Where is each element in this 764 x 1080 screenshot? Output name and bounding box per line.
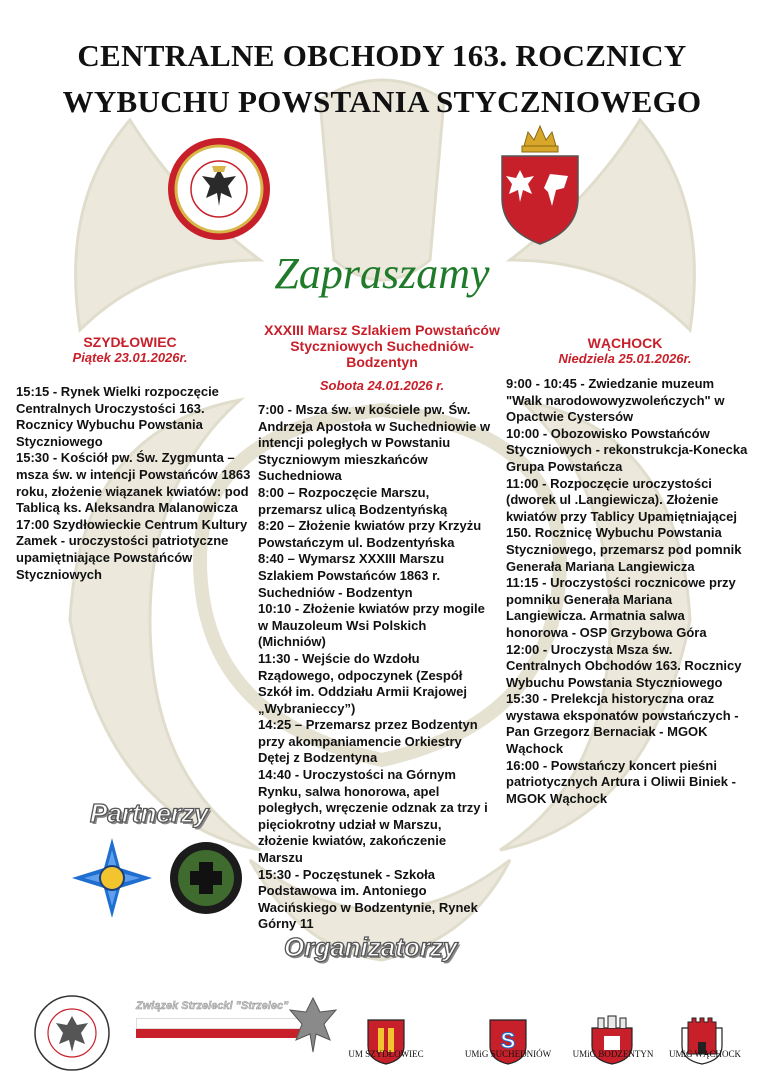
town-caption-bodzentyn: UMiG BODZENTYN (572, 1049, 654, 1059)
strzelec-eagle-icon (288, 994, 338, 1054)
right-column-place: WĄCHOCK (587, 335, 663, 351)
town-caption-suchedniow: UMiG SUCHEDNIÓW (464, 1049, 552, 1059)
office-eagle-seal-icon (20, 994, 124, 1072)
eagle-badge-icon (166, 136, 272, 242)
invitation-heading: Zapraszamy (274, 249, 490, 298)
page-title-line2: WYBUCHU POWSTANIA STYCZNIOWEGO (62, 84, 702, 119)
svg-text:S: S (500, 1028, 516, 1053)
middle-column-date: Sobota 24.01.2026 r. (319, 378, 445, 393)
partners-heading: Partnerzy (90, 798, 209, 828)
town-caption-szydlowiec: UM SZYDŁOWIEC (348, 1049, 424, 1059)
left-column-program: 15:15 - Rynek Wielki rozpoczęcie Centralnych Uroczystości 163. Rocznicy Wybuchu Powstania Styczniowego 15:30 - Kościół pw. Św. Zygmunta – msza św. w intencji Powstańców 1863 roku, złożenie wiązanek kwiatów: pod Tablicą ks. Aleksandra Malanowicza 17:00 Szydłowieckie Centrum Kultury Zamek - uroczystości patriotyczne upamiętniające Powstańców Styczniowych (16, 384, 251, 582)
middle-column-place: XXXIII Marsz Szlakiem Powstańców Styczniowych Suchedniów-Bodzentyn (264, 322, 500, 370)
coat-of-arms-icon (498, 118, 582, 248)
left-column-date: Piątek 23.01.2026r. (72, 350, 188, 365)
right-column-date: Niedziela 25.01.2026r. (558, 351, 692, 366)
town-caption-wachock: UMiG WĄCHOCK (668, 1049, 742, 1059)
right-column-program: 9:00 - 10:45 - Zwiedzanie muzeum "Walk narodowowyzwoleńczych" w Opactwie Cystersów 10:00 - Obozowisko Powstańców Styczniowych - rekonstrukcja-Konecka Grupa Powstańcza 11:00 - Rozpoczęcie uroczystości (dworek ul .Langiewicza). Złożenie kwiatów przy Tablicy Upamiętniającej 150. Rocznicę Wybuchu Powstania Styczniowego, przemarsz pod pomnik Generała Mariana Langiewicza 11:15 - Uroczystości rocznicowe przy pomniku Generała Mariana Langiewicza. Armatnia salwa honorowa - OSP Grzybowa Góra 12:00 - Uroczysta Msza św. Centralnych Obchodów 163. Rocznicy Wybuchu Powstania Styczniowego 15:30 - Prelekcja historyczna oraz wystawa eksponatów powstańczych - Pan Grzegorz Bernaciak - MGOK Wąchock 16:00 - Powstańczy koncert pieśni patriotycznych Artura i Oliwii Biniek - MGOK Wąchock (506, 376, 748, 806)
left-column-place: SZYDŁOWIEC (83, 334, 177, 350)
strzelec-label: Związek Strzelecki "Strzelec" (136, 1000, 289, 1012)
middle-column-program: 7:00 - Msza św. w kościele pw. Św. Andrzeja Apostoła w Suchedniowie w intencji poległych w Powstaniu Styczniowym mieszkańców Suchedniowa 8:00 – Rozpoczęcie Marszu, przemarsz ulicą Bodzentyńską 8:20 – Złożenie kwiatów przy Krzyżu Powstańczym ul. Bodzentyńska 8:40 – Wymarsz XXXIII Marszu Szlakiem Powstańców 1863 r. Suchedniów - Bodzentyn 10:10 - Złożenie kwiatów przy mogile w Mauzoleum Wsi Polskich (Michniów) 11:30 - Wejście do Wzdołu Rządowego, odpoczynek (Zespół Szkół im. Oddziału Armii Krajowej „Wybranieccy”) 14:25 – Przemarsz przez Bodzentyn przy akompaniamencie Orkiestry Dętej z Bodzentyna 14:40 - Uroczystości na Górnym Rynku, salwa honorowa, apel poległych, wręczenie odznak za trzy i pięciokrotny udział w Marszu, złożenie kwiatów, zakończenie Marszu 15:30 - Poczęstunek - Szkoła Podstawowa im. Antoniego Wacińskiego w Bodzentynie, Rynek Górny 11 (258, 402, 491, 932)
strzelec-white-stripe (136, 1018, 302, 1029)
strzelec-red-stripe (136, 1029, 300, 1038)
strzelec-logo (136, 1000, 306, 1038)
organizers-heading: Organizatorzy (284, 932, 458, 962)
medic-group-emblem-icon (168, 840, 244, 916)
blue-star-emblem-icon (70, 836, 154, 920)
page-title-line1: CENTRALNE OBCHODY 163. ROCZNICY (77, 38, 687, 73)
